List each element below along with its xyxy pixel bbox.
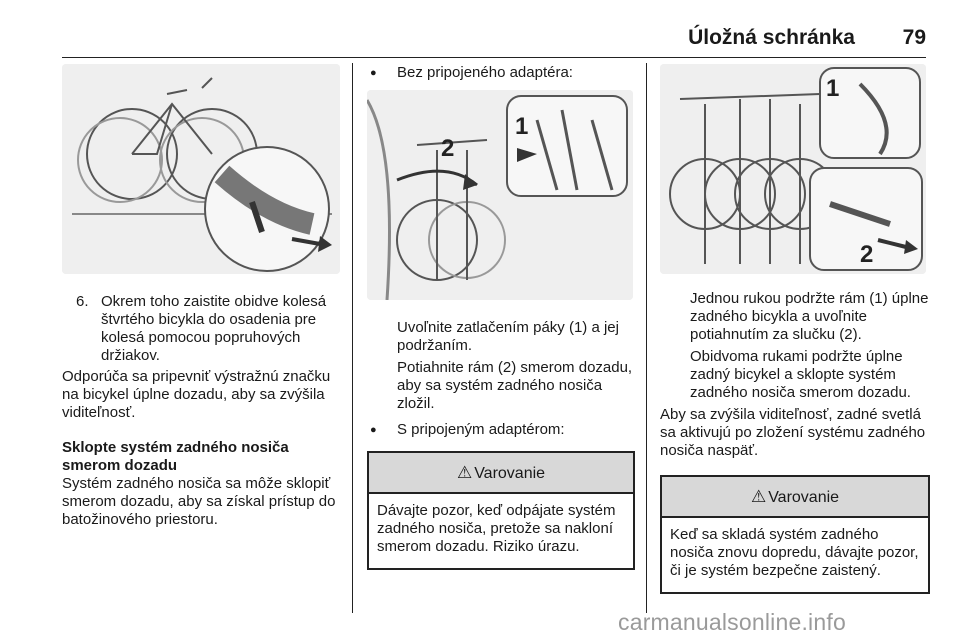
section-title: Úložná schránka xyxy=(688,26,855,49)
paragraph: Potiahnite rám (2) smerom dozadu, aby sa systém zadného nosiča zložil. xyxy=(397,359,633,412)
column-2 xyxy=(367,64,635,570)
column-1 xyxy=(62,64,345,529)
warning-triangle-icon: ⚠ xyxy=(750,487,767,506)
paragraph: Obidvoma rukami podržte úplne zadný bicykel a sklopte systém zadného nosiča smerom dozadu. xyxy=(690,348,911,401)
warning-header xyxy=(369,453,633,494)
callout-1: 1 xyxy=(515,113,529,140)
paragraph: Systém zadného nosiča sa môže sklopiť smerom dozadu, aby sa získal prístup do batožinového priestoru. xyxy=(62,475,336,528)
warning-title: Varovanie xyxy=(768,489,840,506)
warning-box xyxy=(367,451,635,570)
step-number: 6. xyxy=(76,293,89,310)
paragraph: Aby sa zvýšila viditeľnosť, zadné svetlá sa aktivujú po zložení systému zadného nosiča naspäť. xyxy=(660,406,926,459)
warning-triangle-icon: ⚠ xyxy=(456,463,473,482)
callout-2: 2 xyxy=(860,241,874,268)
step-text: Okrem toho zaistite obidve kolesá štvrtého bicykla do osadenia pre kolesá pomocou popruhových držiakov. xyxy=(101,293,327,364)
bullet-item: ● Bez pripojeného adaptéra: xyxy=(367,64,635,82)
paragraph: Uvoľnite zatlačením páky (1) a jej podržaním. xyxy=(397,319,619,354)
bullet-item: ● S pripojeným adaptérom: xyxy=(367,421,635,439)
section-heading: Sklopte systém zadného nosiča smerom dozadu xyxy=(62,439,289,474)
page-header xyxy=(0,26,960,56)
warning-box xyxy=(660,475,930,594)
illustration-bicycle-strap xyxy=(62,64,340,274)
warning-text: Keď sa skladá systém zadného nosiča znovu dopredu, dávajte pozor, či je systém bezpečne zaistený. xyxy=(670,526,919,579)
paragraph: Jednou rukou podržte rám (1) úplne zadného bicykla a uvoľnite potiahnutím za slučku (2). xyxy=(690,290,929,343)
warning-title: Varovanie xyxy=(474,465,546,482)
watermark: carmanualsonline.info xyxy=(618,609,846,635)
callout-1: 1 xyxy=(826,75,840,102)
step-6 xyxy=(62,293,345,365)
callout-2: 2 xyxy=(441,135,455,162)
illustration-release-lever xyxy=(367,90,633,300)
warning-text: Dávajte pozor, keď odpájate systém zadného nosiča, pretože sa nakloní smerom dozadu. Riziko úrazu. xyxy=(377,502,616,555)
header-rule xyxy=(62,57,926,58)
paragraph: Odporúča sa pripevniť výstražnú značku na bicykel úplne dozadu, aby sa zvýšila viditeľnosť. xyxy=(62,368,331,421)
column-divider xyxy=(352,63,353,613)
page-number: 79 xyxy=(902,26,926,49)
column-3 xyxy=(660,64,930,594)
column-divider xyxy=(646,63,647,613)
warning-header xyxy=(662,477,928,518)
illustration-loop-release xyxy=(660,64,926,274)
